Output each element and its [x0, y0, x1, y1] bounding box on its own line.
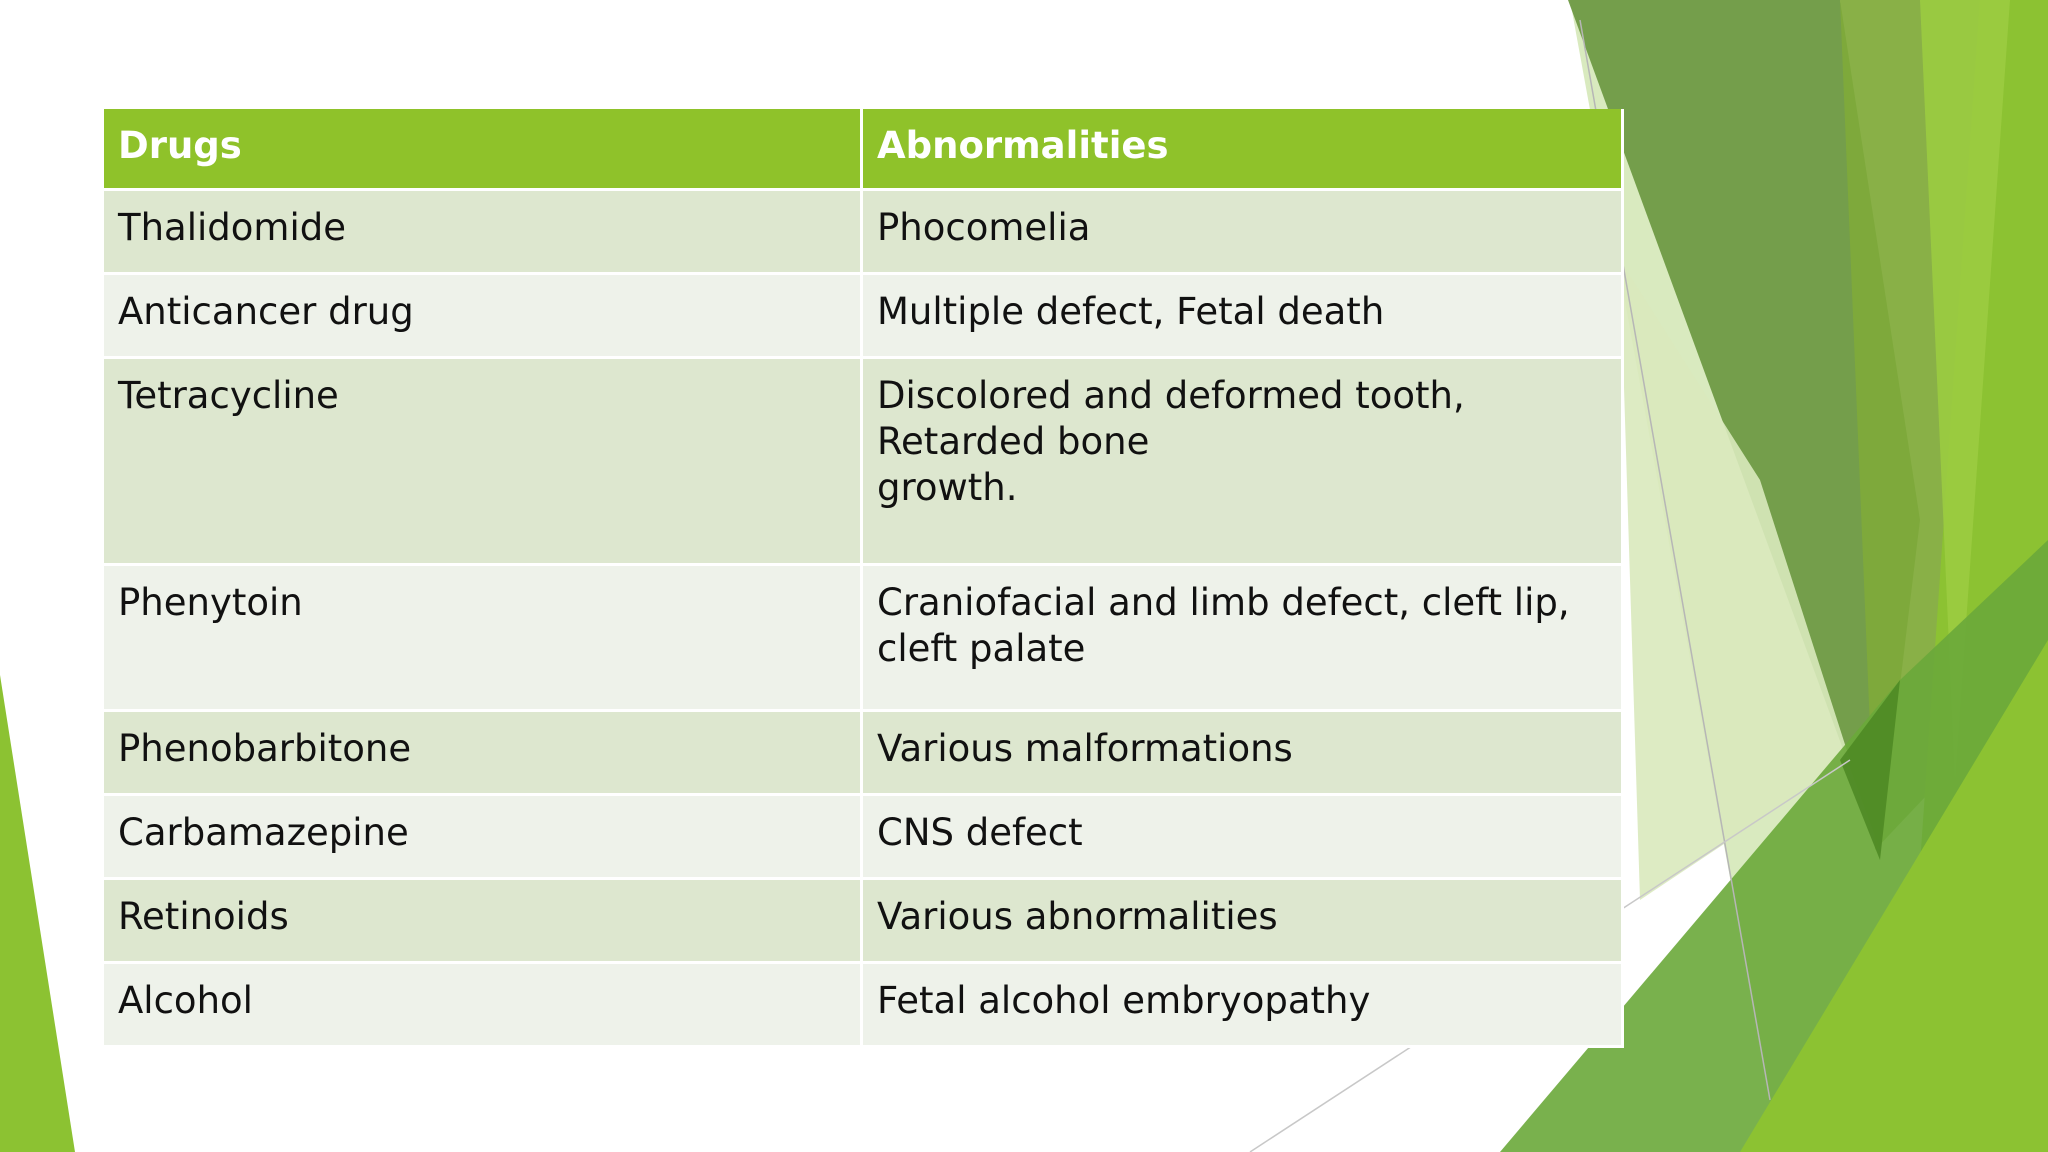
abnormality-cell: Various abnormalities	[862, 879, 1623, 963]
table-row	[103, 963, 1623, 1047]
abnormality-cell: Craniofacial and limb defect, cleft lip, cleft palate	[862, 565, 1623, 711]
drug-cell: Carbamazepine	[103, 795, 862, 879]
table-header-row	[103, 109, 1623, 190]
abnormality-cell: Various malformations	[862, 711, 1623, 795]
drug-cell: Phenytoin	[103, 565, 862, 711]
drug-abnormalities-table	[101, 109, 1624, 1048]
abnormality-cell: Phocomelia	[862, 190, 1623, 274]
drug-cell: Phenobarbitone	[103, 711, 862, 795]
drug-cell: Retinoids	[103, 879, 862, 963]
table-row	[103, 711, 1623, 795]
drug-cell: Alcohol	[103, 963, 862, 1047]
abnormality-cell: Multiple defect, Fetal death	[862, 274, 1623, 358]
header-drugs: Drugs	[103, 109, 862, 190]
table-row	[103, 879, 1623, 963]
abnormality-cell: Fetal alcohol embryopathy	[862, 963, 1623, 1047]
header-abnormalities: Abnormalities	[862, 109, 1623, 190]
drug-cell: Thalidomide	[103, 190, 862, 274]
table-row	[103, 795, 1623, 879]
table-row	[103, 190, 1623, 274]
abnormality-cell: CNS defect	[862, 795, 1623, 879]
table-row	[103, 565, 1623, 711]
left-green-sliver	[0, 675, 75, 1152]
drug-cell: Anticancer drug	[103, 274, 862, 358]
abnormality-cell: Discolored and deformed tooth, Retarded bone growth.	[862, 358, 1623, 565]
drug-abnormalities-table-container	[101, 109, 1621, 1048]
table-row	[103, 358, 1623, 565]
table-row	[103, 274, 1623, 358]
drug-cell: Tetracycline	[103, 358, 862, 565]
